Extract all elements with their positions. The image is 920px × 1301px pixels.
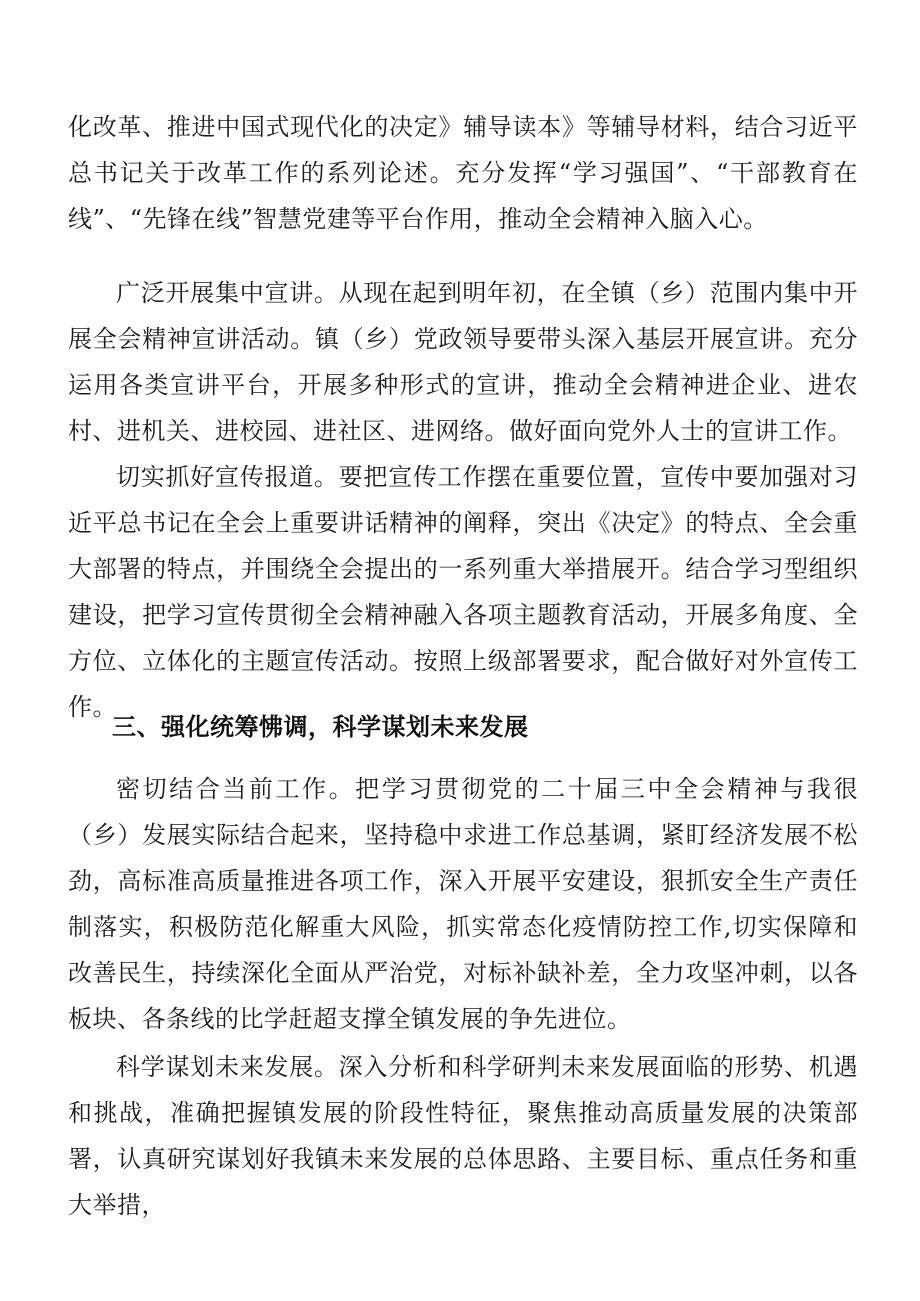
paragraph-future-development: 科学谋划未来发展。深入分析和科学研判未来发展面临的形势、机遇和挑战，准确把握镇发展的阶段性特征，聚焦推动高质量发展的决策部署，认真研究谋划好我镇未来发展的总体思路、主要目标、重点任务和重大举措， — [68, 1053, 858, 1219]
paragraph-publicity-reporting: 切实抓好宣传报道。要把宣传工作摆在重要位置，宣传中要加强对习近平总书记在全会上重要讲话精神的阐释，突出《决定》的特点、全会重大部署的特点，并围绕全会提出的一系列重大举措展开。结合学习型组织建设，把学习宣传贯彻全会精神融入各项主题教育活动，开展多角度、全方位、立体化的主题宣传活动。按照上级部署要求，配合做好对外宣传工作。 — [68, 463, 858, 721]
paragraph-continuation: 化改革、推进中国式现代化的决定》辅导读本》等辅导材料，结合习近平总书记关于改革工作的系列论述。充分发挥“学习强国”、“干部教育在线”、“先锋在线”智慧党建等平台作用，推动全会精神入脑入心。 — [68, 113, 858, 233]
section-heading: 三、强化统筹怫调，科学谋划未来发展 — [112, 713, 529, 741]
paragraph-centralized-lectures: 广泛开展集中宣讲。从现在起到明年初，在全镇（乡）范围内集中开展全会精神宣讲活动。镇（乡）党政领导要带头深入基层开展宣讲。充分运用各类宣讲平台，开展多种形式的宣讲，推动全会精神进企业、进农村、进机关、进校园、进社区、进网络。做好面向党外人士的宣讲工作。 — [68, 279, 858, 445]
paragraph-current-work: 密切结合当前工作。把学习贯彻党的二十届三中全会精神与我很（乡）发展实际结合起来，坚持稳中求进工作总基调，紧盯经济发展不松劲，高标准高质量推进各项工作，深入开展平安建设，狠抓安全生产责任制落实，积极防范化解重大风险，抓实常态化疫情防控工作,切实保障和改善民生，持续深化全面从严治党，对标补缺补差，全力攻坚冲刺，以各板块、各条线的比学赶超支撑全镇发展的争先进位。 — [68, 775, 858, 1033]
